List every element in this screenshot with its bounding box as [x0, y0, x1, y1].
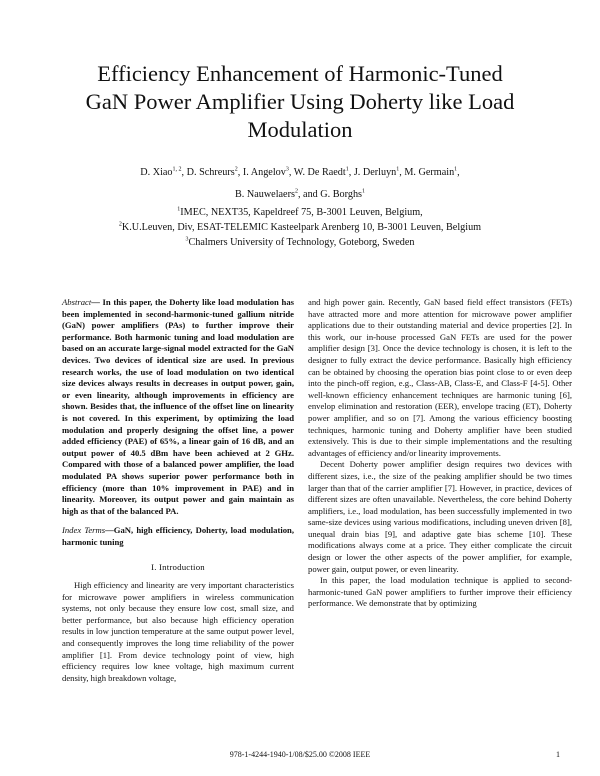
page-number: 1	[556, 750, 560, 759]
author-affil-mark: 2	[294, 188, 298, 195]
author-affil-mark: 3	[285, 166, 289, 173]
affiliation	[40, 205, 560, 220]
author-name: I. Angelov	[242, 167, 286, 178]
affil-mark: 3	[185, 236, 189, 243]
affiliation	[40, 235, 560, 250]
body-paragraph: Decent Doherty power amplifier design requires two devices with different sizes, i.e., the size of the peaking amplifier should be two times larger than that of the carrier amplifier [7]. However, in practice, devices of different sizes are often unavailable. Nevertheless, the core behind Doherty amplifiers, i.e., load modulation, has been successfully implemented in two same-size devices using various modifications, including uneven driven [8], unequal drain bias [9], and adaptive gate bias scheme [10]. These modifications always come at a price. They either complicate the circuit design or lower the other aspects of the power amplifier, for example, power gain, output power, or even linearity.	[308, 459, 572, 574]
author-affil-mark: 1	[345, 166, 349, 173]
author-line-1: D. Xiao$^{1, 2}$, D. Schreurs$^2$, I. Angelov$^3$, W. De Raedt$^1$, J. Derluyn$^1$, M. Germain$^1$,	[140, 166, 460, 178]
author-line-2: B. Nauwelaers$^2$, and G. Borghs$^1$	[234, 188, 366, 200]
title-line: GaN Power Amplifier Using Doherty like Load	[85, 89, 515, 114]
author-affil-mark: 2	[234, 166, 238, 173]
title-line: Efficiency Enhancement of Harmonic-Tuned	[97, 61, 503, 86]
author-affil-mark: 1	[362, 188, 366, 195]
index-terms-body: —GaN, high efficiency, Doherty, load modulation, harmonic tuning	[62, 525, 294, 547]
author-name: M. Germain	[404, 167, 455, 178]
body-paragraph: and high power gain. Recently, GaN based field effect transistors (FETs) have attracted more and more attention for microwave power amplifier applications due to their outstanding material and device properties [2]. In this work, our in-house processed GaN FETs are used for the power amplifier design [3]. Once the device technology is chosen, it is left to the designer to fully extract the device performance. Basically high efficiency can be obtained by choosing the operation bias point close to or even deep into the pinch-off region, e.g., Class-AB, Class-E, and Class-F [4-5]. Other well-known efficiency enhancement techniques are harmonic tuning [6], envelop elimination and restoration (EER), envelope tracing (ET), Doherty power amplifier, and so on [7]. Among the various efficiency boosting techniques, harmonic tuning and Doherty amplifier have been studied extensively. This is due to their simple implementations and the resulting advantages of efficiency and/or linearity improvements.	[308, 297, 572, 458]
affil-mark: 1	[177, 206, 181, 213]
index-terms	[62, 525, 294, 548]
author-affil-mark: 1	[396, 166, 400, 173]
section-heading: I. Introduction	[151, 562, 205, 573]
index-terms-lead: Index Terms	[62, 525, 106, 536]
intro-paragraph: High efficiency and linearity are very important characteristics for microwave power amplifiers in wireless communication systems, not only because they ensure low cost, small size, and better performance, but also because high efficiency operation results in low junction temperature at the same output power level, and consequently improves the long time reliability of the power amplifier [1]. From device technology point of view, high efficiency requires low knee voltage, high maximum current density, high breakdown voltage,	[62, 580, 294, 683]
affil-text: IMEC, NEXT35, Kapeldreef 75, B-3001 Leuven, Belgium,	[180, 207, 423, 218]
author-affil-mark: 1, 2	[172, 166, 182, 173]
affil-text: Chalmers University of Technology, Goteborg, Sweden	[188, 237, 415, 248]
abstract-body: — In this paper, the Doherty like load modulation has been implemented in second-harmonic-tuned gallium nitride (GaN) power amplifiers (PAs) to further improve their performance. Both harmonic tuning and load modulation are based on an accurate large-signal model extracted for the GaN devices. Two devices of identical size are used. In previous research works, the use of load modulation on two identical size devices always results in decreases in output power, gain, or even linearity, although improvements in efficiency are shown. Besides that, the influence of the offset line on linearity is not covered. In this experiment, by optimizing the load modulation and properly designing the offset line, a power added efficiency (PAE) of 65%, a linear gain of 16 dB, and an output power of 40.5 dBm have been achieved at 2 GHz. Compared with those of a balanced power amplifier, the load modulated PA shows superior power performance both in efficiency (more than 10% improvement in PAE) and in linearity. Moreover, its output power and gain maintain as high as that of the balanced PA.	[62, 297, 294, 516]
author-name: B. Nauwelaers	[234, 189, 295, 200]
author-affil-mark: 1	[454, 166, 458, 173]
author-name: D. Schreurs	[186, 167, 235, 178]
affil-mark: 2	[118, 221, 122, 228]
left-column	[62, 297, 294, 684]
body-paragraph: In this paper, the load modulation technique is applied to second-harmonic-tuned GaN power amplifiers to further improve their efficiency performance. We demonstrate that by optimizing	[308, 575, 572, 609]
title-line: Modulation	[247, 117, 353, 142]
affil-text: K.U.Leuven, Div, ESAT-TELEMIC Kasteelpark Arenberg 10, B-3001 Leuven, Belgium	[121, 222, 482, 233]
abstract-lead: Abstract	[62, 297, 92, 307]
right-column	[308, 297, 572, 610]
affiliation-list	[40, 205, 560, 250]
author-list	[40, 162, 560, 206]
affiliation	[40, 220, 560, 235]
author-name: and G. Borghs	[303, 189, 363, 200]
author-name: D. Xiao	[140, 167, 173, 178]
copyright-footer: 978-1-4244-1940-1/08/$25.00 ©2008 IEEE	[229, 750, 371, 759]
abstract	[62, 297, 294, 517]
paper-title	[40, 60, 560, 144]
author-name: W. De Raedt	[293, 167, 346, 178]
author-name: J. Derluyn	[353, 167, 397, 178]
